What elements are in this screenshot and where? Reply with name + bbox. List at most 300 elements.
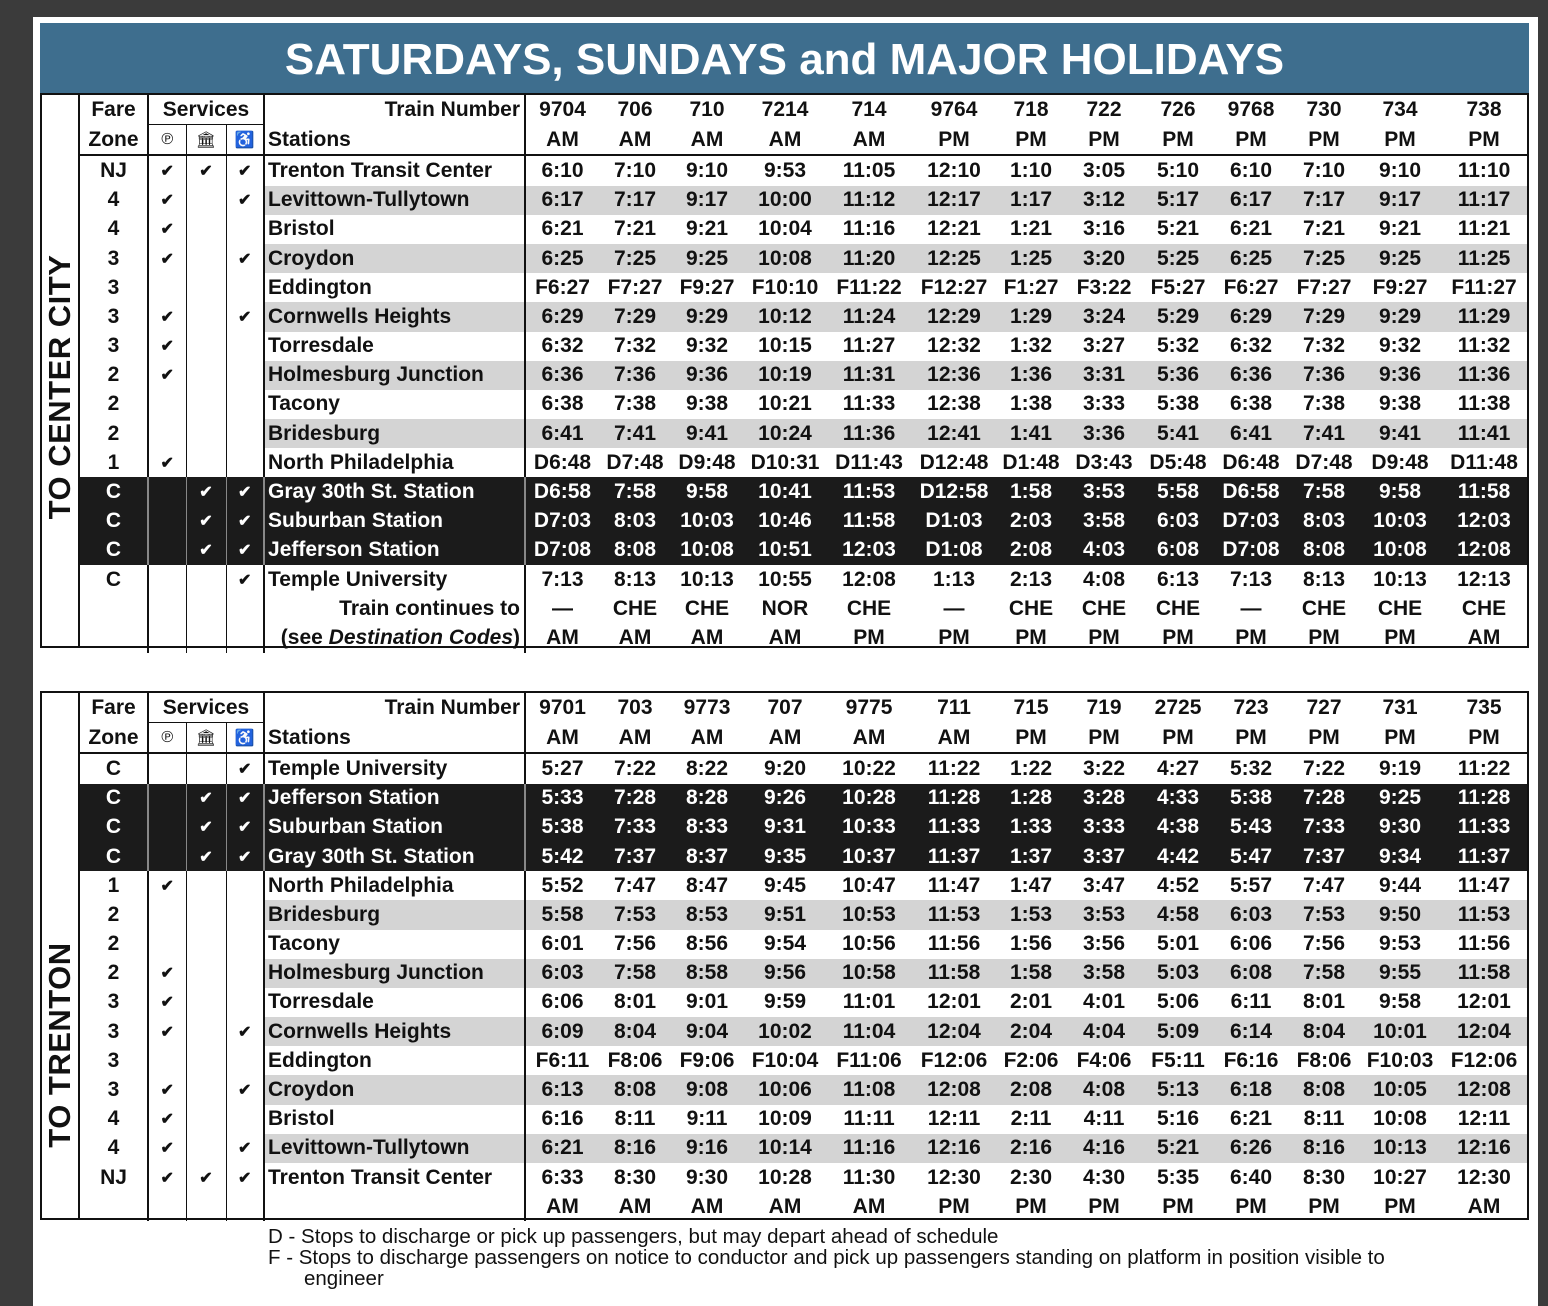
station-row xyxy=(80,215,1527,244)
departure-time: 11:04 xyxy=(827,1017,911,1046)
departure-time: 10:06 xyxy=(743,1075,827,1104)
departure-time: 10:53 xyxy=(827,900,911,929)
am-pm-label: AM xyxy=(618,1194,652,1218)
station-row xyxy=(80,536,1527,565)
departure-time: 10:13 xyxy=(1359,1134,1441,1163)
am-pm-label: AM xyxy=(599,723,671,754)
departure-time: D7:48 xyxy=(1295,450,1353,474)
departure-time: 9:21 xyxy=(1379,217,1422,241)
station-row xyxy=(80,155,1527,185)
check-icon xyxy=(186,244,226,273)
departure-time: 7:58 xyxy=(1289,477,1359,506)
departure-time: 3:33 xyxy=(1065,813,1143,842)
station-name: Gray 30th St. Station xyxy=(264,842,525,871)
check-icon xyxy=(186,215,226,244)
am-pm-label: AM xyxy=(671,723,743,754)
departure-time: 6:10 xyxy=(541,158,584,182)
departure-time: 12:30 xyxy=(927,1165,981,1189)
departure-time: 5:21 xyxy=(1157,217,1200,241)
departure-time: 11:58 xyxy=(1441,477,1527,506)
departure-time: 10:05 xyxy=(1359,1075,1441,1104)
departure-time: 10:37 xyxy=(827,842,911,871)
station-name: Tacony xyxy=(264,390,525,419)
am-pm-label: PM xyxy=(1088,1194,1120,1218)
check-icon xyxy=(186,1046,226,1075)
departure-time: 6:26 xyxy=(1213,1134,1289,1163)
departure-time: 3:28 xyxy=(1065,784,1143,813)
check-icon: ✔ xyxy=(226,1017,264,1046)
departure-time: 10:41 xyxy=(743,477,827,506)
train-number-header: Train Number xyxy=(264,95,525,125)
departure-time: 7:41 xyxy=(1289,419,1359,448)
destination-code: — xyxy=(1240,596,1262,620)
departure-time: 10:09 xyxy=(758,1107,812,1131)
departure-time: 9:36 xyxy=(671,361,743,390)
departure-time: 5:42 xyxy=(525,842,599,871)
am-pm-label: PM xyxy=(1441,723,1527,754)
departure-time: 10:55 xyxy=(758,567,812,591)
fare-zone: 2 xyxy=(80,390,148,419)
station-row xyxy=(80,419,1527,448)
fare-header: Fare xyxy=(80,693,148,723)
departure-time: 6:13 xyxy=(525,1075,599,1104)
departure-time: 7:22 xyxy=(1303,756,1346,780)
station-name: Gray 30th St. Station xyxy=(264,477,525,506)
departure-time: 3:58 xyxy=(1065,507,1143,536)
departure-time: 2:16 xyxy=(997,1134,1065,1163)
departure-time: D7:08 xyxy=(1213,536,1289,565)
am-pm-label: AM xyxy=(827,125,911,156)
departure-time: 7:17 xyxy=(1289,186,1359,215)
departure-time: 3:20 xyxy=(1065,244,1143,273)
departure-time: 10:08 xyxy=(743,244,827,273)
departure-time: D12:48 xyxy=(919,450,989,474)
am-pm-label: PM xyxy=(1359,125,1441,156)
departure-time: 9:10 xyxy=(1379,158,1422,182)
station-name: Eddington xyxy=(264,273,525,302)
departure-time: 10:58 xyxy=(827,959,911,988)
departure-time: 6:18 xyxy=(1213,1075,1289,1104)
departure-time: 6:17 xyxy=(525,186,599,215)
station-row xyxy=(80,1163,1527,1192)
departure-time: 12:01 xyxy=(1457,990,1511,1014)
departure-time: 1:17 xyxy=(997,186,1065,215)
train-number: 726 xyxy=(1160,97,1196,121)
departure-time: 3:24 xyxy=(1065,302,1143,331)
departure-time: 10:22 xyxy=(842,756,896,780)
check-icon: ✔ xyxy=(148,155,186,185)
am-pm-label: AM xyxy=(599,125,671,156)
departure-time: 10:27 xyxy=(1373,1165,1427,1189)
train-number: 715 xyxy=(1013,695,1049,719)
station-row xyxy=(80,930,1527,959)
departure-time: 2:03 xyxy=(997,507,1065,536)
departure-time: 7:37 xyxy=(599,842,671,871)
departure-time: F7:27 xyxy=(1296,275,1352,299)
departure-time: 9:58 xyxy=(1379,990,1422,1014)
departure-time: 5:36 xyxy=(1143,361,1213,390)
departure-time: 11:33 xyxy=(1441,813,1527,842)
am-pm-label: AM xyxy=(671,125,743,156)
departure-time: 5:16 xyxy=(1157,1107,1200,1131)
departure-time: 3:31 xyxy=(1065,361,1143,390)
departure-time: 7:10 xyxy=(614,158,657,182)
departure-time: 3:36 xyxy=(1065,419,1143,448)
departure-time: 9:01 xyxy=(686,990,729,1014)
departure-time: 6:13 xyxy=(1157,567,1200,591)
departure-time: 7:22 xyxy=(614,756,657,780)
check-icon xyxy=(148,536,186,565)
departure-time: 5:17 xyxy=(1143,186,1213,215)
check-icon xyxy=(148,419,186,448)
am-pm-label: PM xyxy=(853,625,885,649)
departure-time: D10:31 xyxy=(750,450,820,474)
am-pm-label: PM xyxy=(997,723,1065,754)
departure-time: 7:32 xyxy=(614,334,657,358)
departure-time: 9:38 xyxy=(1379,392,1422,416)
departure-time: 12:04 xyxy=(1441,1017,1527,1046)
empty-cell xyxy=(148,594,186,623)
station-name: Cornwells Heights xyxy=(264,1017,525,1046)
departure-time: 11:01 xyxy=(842,990,896,1014)
check-icon xyxy=(186,930,226,959)
departure-time: 5:43 xyxy=(1213,813,1289,842)
station-row xyxy=(80,988,1527,1017)
destination-code: CHE xyxy=(846,596,892,620)
departure-time: 6:17 xyxy=(1213,186,1289,215)
am-pm-label: PM xyxy=(1065,723,1143,754)
departure-time: 5:03 xyxy=(1143,959,1213,988)
departure-time: 8:01 xyxy=(614,990,657,1014)
fare-zone: NJ xyxy=(80,1163,148,1192)
departure-time: 9:30 xyxy=(686,1165,729,1189)
departure-time: 2:04 xyxy=(997,1017,1065,1046)
departure-time: 9:35 xyxy=(743,842,827,871)
empty-cell xyxy=(186,594,226,623)
check-icon: ✔ xyxy=(148,1134,186,1163)
destination-code: CHE xyxy=(1008,596,1054,620)
departure-time: 11:25 xyxy=(1441,244,1527,273)
departure-time: 8:08 xyxy=(599,536,671,565)
am-pm-label: PM xyxy=(997,125,1065,156)
check-icon xyxy=(148,507,186,536)
departure-time: 9:16 xyxy=(671,1134,743,1163)
station-row xyxy=(80,1134,1527,1163)
check-icon xyxy=(226,419,264,448)
departure-time: 9:55 xyxy=(1359,959,1441,988)
train-number: 9768 xyxy=(1227,97,1275,121)
zone-header: Zone xyxy=(80,125,148,156)
departure-time: 1:58 xyxy=(997,959,1065,988)
departure-time: 12:30 xyxy=(1457,1165,1511,1189)
departure-time: 6:06 xyxy=(1230,932,1273,956)
am-pm-label: PM xyxy=(1235,1194,1267,1218)
departure-time: 4:04 xyxy=(1065,1017,1143,1046)
check-icon: ✔ xyxy=(186,813,226,842)
fare-zone: 4 xyxy=(80,215,148,244)
check-icon: ✔ xyxy=(226,186,264,215)
departure-time: F10:03 xyxy=(1366,1048,1434,1072)
check-icon xyxy=(186,1134,226,1163)
destination-code: CHE xyxy=(1081,596,1127,620)
departure-time: 9:38 xyxy=(686,392,729,416)
destination-codes-link[interactable]: Destination Codes xyxy=(328,625,514,649)
check-icon: ✔ xyxy=(186,784,226,813)
departure-time: 8:13 xyxy=(1303,567,1346,591)
departure-time: 6:41 xyxy=(1213,419,1289,448)
departure-time: 9:25 xyxy=(671,244,743,273)
departure-time: D1:08 xyxy=(911,536,997,565)
departure-time: F11:27 xyxy=(1451,275,1517,299)
station-row xyxy=(80,332,1527,361)
am-pm-label: AM xyxy=(1467,1194,1501,1218)
departure-time: 11:17 xyxy=(1441,186,1527,215)
departure-time: 12:38 xyxy=(927,392,981,416)
departure-time: 8:58 xyxy=(671,959,743,988)
departure-time: 7:36 xyxy=(1289,361,1359,390)
departure-time: D6:48 xyxy=(1222,450,1280,474)
departure-time: 10:47 xyxy=(842,873,896,897)
header-row xyxy=(80,693,1527,723)
train-number: 710 xyxy=(689,97,725,121)
departure-time: 12:16 xyxy=(1441,1134,1527,1163)
departure-time: 4:33 xyxy=(1143,784,1213,813)
departure-time: 11:58 xyxy=(911,959,997,988)
departure-time: 2:08 xyxy=(997,536,1065,565)
am-pm-label: PM xyxy=(1015,1194,1047,1218)
departure-time: 7:25 xyxy=(599,244,671,273)
departure-time: 8:08 xyxy=(1289,536,1359,565)
departure-time: 3:53 xyxy=(1065,477,1143,506)
departure-time: 10:08 xyxy=(1373,1107,1427,1131)
departure-time: 6:21 xyxy=(541,217,584,241)
am-pm-label: PM xyxy=(1235,625,1267,649)
check-icon xyxy=(148,930,186,959)
am-pm-label: PM xyxy=(1289,723,1359,754)
departure-time: 12:03 xyxy=(827,536,911,565)
departure-time: 9:53 xyxy=(1379,932,1422,956)
check-icon: ✔ xyxy=(148,988,186,1017)
departure-time: F12:06 xyxy=(1450,1048,1518,1072)
departure-time: 6:29 xyxy=(1213,302,1289,331)
departure-time: 7:25 xyxy=(1289,244,1359,273)
departure-time: 6:36 xyxy=(1213,361,1289,390)
departure-time: 6:25 xyxy=(525,244,599,273)
departure-time: F8:06 xyxy=(607,1048,663,1072)
station-name: Cornwells Heights xyxy=(264,302,525,331)
check-icon xyxy=(226,871,264,900)
departure-time: 1:37 xyxy=(997,842,1065,871)
departure-time: D9:48 xyxy=(678,450,736,474)
departure-time: F5:27 xyxy=(1150,275,1206,299)
header-row xyxy=(80,723,1527,754)
check-icon: ✔ xyxy=(226,565,264,594)
station-name: Suburban Station xyxy=(264,813,525,842)
departure-time: 11:22 xyxy=(927,756,981,780)
am-pm-label: AM xyxy=(525,723,599,754)
departure-time: 9:41 xyxy=(1359,419,1441,448)
train-number: 722 xyxy=(1086,97,1122,121)
check-icon xyxy=(186,988,226,1017)
train-number: 738 xyxy=(1466,97,1502,121)
departure-time: 4:16 xyxy=(1065,1134,1143,1163)
train-number: 9764 xyxy=(930,97,978,121)
ampm-row xyxy=(80,1192,1527,1221)
departure-time: 9:31 xyxy=(743,813,827,842)
train-number: 735 xyxy=(1466,695,1502,719)
departure-time: 9:32 xyxy=(686,334,729,358)
check-icon: ✔ xyxy=(148,871,186,900)
departure-time: 11:05 xyxy=(842,158,896,182)
station-row xyxy=(80,302,1527,331)
station-name: Torresdale xyxy=(264,332,525,361)
check-icon: ✔ xyxy=(226,1163,264,1192)
departure-time: 8:16 xyxy=(599,1134,671,1163)
departure-time: D6:58 xyxy=(1213,477,1289,506)
departure-time: 6:29 xyxy=(525,302,599,331)
departure-time: 6:21 xyxy=(1230,1107,1273,1131)
destination-code: CHE xyxy=(612,596,658,620)
destination-code: — xyxy=(552,596,574,620)
departure-time: 1:33 xyxy=(997,813,1065,842)
train-number: 727 xyxy=(1306,695,1342,719)
departure-time: 11:47 xyxy=(1457,873,1511,897)
departure-time: 5:57 xyxy=(1230,873,1273,897)
departure-time: 6:14 xyxy=(1213,1017,1289,1046)
departure-time: 9:26 xyxy=(743,784,827,813)
check-icon xyxy=(186,332,226,361)
fare-zone: 2 xyxy=(80,900,148,929)
check-icon: ✔ xyxy=(226,753,264,783)
departure-time: 6:09 xyxy=(525,1017,599,1046)
departure-time: 9:25 xyxy=(1359,784,1441,813)
check-icon xyxy=(186,1075,226,1104)
departure-time: 8:28 xyxy=(671,784,743,813)
departure-time: 11:53 xyxy=(827,477,911,506)
departure-time: 9:19 xyxy=(1379,756,1422,780)
train-number: 714 xyxy=(851,97,887,121)
check-icon xyxy=(226,390,264,419)
departure-time: 4:11 xyxy=(1083,1107,1125,1131)
fare-zone: C xyxy=(80,507,148,536)
departure-time: F9:27 xyxy=(679,275,735,299)
departure-time: 6:40 xyxy=(1230,1165,1273,1189)
departure-time: F6:16 xyxy=(1223,1048,1279,1072)
check-icon xyxy=(186,390,226,419)
departure-time: 1:21 xyxy=(1010,217,1053,241)
departure-time: 4:01 xyxy=(1083,990,1126,1014)
departure-time: 5:06 xyxy=(1157,990,1200,1014)
direction-label: TO CENTER CITY xyxy=(42,254,77,520)
departure-time: F1:27 xyxy=(1003,275,1059,299)
am-pm-label: PM xyxy=(1308,1194,1340,1218)
check-icon xyxy=(226,1105,264,1134)
departure-time: F10:10 xyxy=(751,275,819,299)
ticket-office-icon: 🏛 xyxy=(186,723,226,754)
check-icon: ✔ xyxy=(186,155,226,185)
departure-time: 1:56 xyxy=(1010,932,1053,956)
check-icon xyxy=(186,361,226,390)
departure-time: 12:11 xyxy=(927,1107,981,1131)
departure-time: 10:01 xyxy=(1359,1017,1441,1046)
train-number: 706 xyxy=(617,97,653,121)
departure-time: 9:45 xyxy=(764,873,807,897)
departure-time: 7:13 xyxy=(1230,567,1273,591)
departure-time: 5:38 xyxy=(1157,392,1200,416)
train-continues-label: Train continues to xyxy=(264,594,525,623)
departure-time: 7:41 xyxy=(599,419,671,448)
departure-time: 5:47 xyxy=(1213,842,1289,871)
departure-time: 8:37 xyxy=(671,842,743,871)
departure-time: 7:33 xyxy=(1289,813,1359,842)
departure-time: 11:29 xyxy=(1441,302,1527,331)
departure-time: 3:12 xyxy=(1065,186,1143,215)
departure-time: 9:58 xyxy=(671,477,743,506)
departure-time: 11:28 xyxy=(911,784,997,813)
departure-time: 5:29 xyxy=(1143,302,1213,331)
footnote-d: D - Stops to discharge or pick up passengers, but may depart ahead of schedule xyxy=(268,1225,999,1248)
station-name: Temple University xyxy=(264,565,525,594)
destination-code: CHE xyxy=(1301,596,1347,620)
departure-time: 11:31 xyxy=(827,361,911,390)
station-name: Levittown-Tullytown xyxy=(264,186,525,215)
departure-time: 9:11 xyxy=(686,1107,728,1131)
departure-time: 9:56 xyxy=(743,959,827,988)
train-number: 718 xyxy=(1013,97,1049,121)
station-name: Bristol xyxy=(264,1105,525,1134)
departure-time: F6:27 xyxy=(535,275,590,299)
fare-zone: 2 xyxy=(80,959,148,988)
check-icon xyxy=(148,900,186,929)
departure-time: 6:06 xyxy=(541,990,584,1014)
check-icon xyxy=(148,842,186,871)
destination-code: CHE xyxy=(1461,596,1507,620)
empty-cell xyxy=(80,623,148,652)
check-icon: ✔ xyxy=(148,361,186,390)
train-number-header: Train Number xyxy=(264,693,525,723)
departure-time: 7:58 xyxy=(1289,959,1359,988)
station-name: North Philadelphia xyxy=(264,871,525,900)
departure-time: 1:47 xyxy=(1010,873,1053,897)
departure-time: 12:13 xyxy=(1457,567,1511,591)
departure-time: 4:38 xyxy=(1143,813,1213,842)
departure-time: 12:04 xyxy=(911,1017,997,1046)
departure-time: 10:08 xyxy=(1359,536,1441,565)
station-name: Eddington xyxy=(264,1046,525,1075)
departure-time: 10:12 xyxy=(743,302,827,331)
station-row xyxy=(80,842,1527,871)
departure-time: F9:06 xyxy=(679,1048,735,1072)
check-icon: ✔ xyxy=(226,1134,264,1163)
departure-time: 4:03 xyxy=(1065,536,1143,565)
am-pm-label: PM xyxy=(1213,125,1289,156)
fare-zone: 3 xyxy=(80,273,148,302)
departure-time: 3:27 xyxy=(1083,334,1126,358)
departure-time: 2:11 xyxy=(1010,1107,1052,1131)
check-icon xyxy=(148,813,186,842)
fare-zone: 4 xyxy=(80,1105,148,1134)
departure-time: F4:06 xyxy=(1076,1048,1132,1072)
station-name: Temple University xyxy=(264,753,525,783)
departure-time: 11:36 xyxy=(827,419,911,448)
station-row xyxy=(80,784,1527,813)
departure-time: 8:11 xyxy=(614,1107,656,1131)
departure-time: 9:21 xyxy=(686,217,729,241)
empty-cell xyxy=(226,594,264,623)
destination-code: — xyxy=(943,596,965,620)
train-number: 7214 xyxy=(761,97,809,121)
departure-time: 6:01 xyxy=(541,932,584,956)
